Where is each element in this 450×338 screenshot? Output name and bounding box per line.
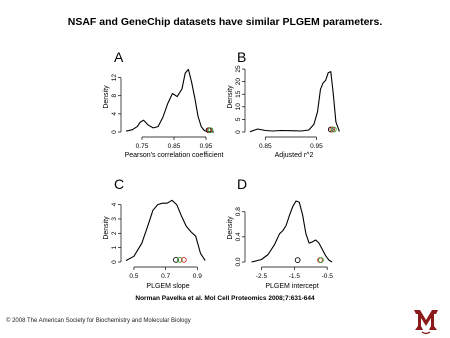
panel-d-x-tick-label: -1.5 [288, 273, 300, 280]
panel-c-y-tick-label: 2 [111, 231, 118, 236]
panel-b-x-tick-label: 0.85 [259, 143, 272, 150]
panel-d-x-tick-label: -2.5 [255, 273, 268, 280]
panel-c-y-tick-label: 1 [111, 245, 118, 250]
panel-c-letter: C [114, 176, 125, 192]
panel-d-y-tick-label: 0.0 [235, 257, 242, 267]
panel-a-x-tick-label: 0.95 [199, 143, 213, 150]
citation: Norman Pavelka et al. Mol Cell Proteomics 2008;7:631-644 [135, 295, 315, 302]
panel-c-y-tick-label: 3 [111, 217, 118, 221]
panel-d-marker [295, 258, 300, 263]
panel-b [227, 49, 339, 159]
panel-a-letter: A [114, 49, 124, 65]
panel-b-y-tick-label: 15 [235, 90, 242, 98]
journal-logo [410, 306, 442, 336]
panel-b-y-tick-label: 5 [235, 117, 242, 122]
panel-c-xlabel: PLGEM slope [146, 283, 190, 290]
panel-b-ylabel: Density [227, 85, 234, 109]
panel-a-y-tick-label: 12 [111, 73, 118, 82]
panel-a-xlabel: Pearson's correlation coefficient [124, 152, 224, 159]
panel-b-letter: B [237, 49, 247, 65]
panel-a-y-tick-label: 8 [111, 93, 118, 98]
panel-d-xlabel: PLGEM intercept [265, 283, 319, 290]
panel-c [103, 176, 205, 290]
panel-c-ylabel: Density [103, 216, 110, 240]
panel-a-density-curve [126, 69, 214, 132]
copyright-notice: © 2008 The American Society for Biochemistry and Molecular Biology [6, 318, 191, 324]
panel-a-x-tick-label: 0.75 [135, 143, 149, 150]
panel-c-x-tick-label: 0.5 [129, 273, 139, 280]
panel-c-y-tick-label: 4 [111, 202, 118, 207]
panel-d-density-curve [252, 201, 333, 262]
panel-b-xlabel: Adjusted r^2 [274, 152, 314, 159]
panel-b-x-tick-label: 0.95 [310, 143, 323, 150]
panel-a-y-tick-label: 4 [111, 112, 118, 116]
panel-c-x-tick-label: 0.7 [161, 273, 171, 280]
panel-b-y-tick-label: 0 [235, 130, 242, 134]
panel-d [227, 176, 333, 290]
panel-a-x-tick-label: 0.85 [167, 143, 181, 150]
panel-c-x-tick-label: 0.9 [192, 273, 202, 280]
panel-b-y-tick-label: 25 [235, 65, 242, 73]
panel-b-y-tick-label: 10 [235, 103, 242, 111]
panel-b-y-tick-label: 20 [235, 78, 242, 86]
panel-d-letter: D [237, 176, 248, 192]
panel-c-density-curve [126, 200, 205, 260]
panel-b-density-curve [250, 72, 339, 132]
panel-a [103, 49, 223, 159]
panel-d-y-tick-label: 0.8 [235, 207, 242, 217]
logo-flourish [422, 332, 430, 334]
logo-m-shape [414, 310, 438, 330]
panel-c-y-tick-label: 0 [111, 260, 118, 264]
panel-a-ylabel: Density [103, 85, 110, 109]
panel-d-x-tick-label: -0.5 [321, 273, 333, 280]
panel-d-y-tick-label: 0.4 [235, 232, 242, 242]
panel-d-ylabel: Density [227, 216, 234, 240]
figure-title: NSAF and GeneChip datasets have similar PLGEM parameters. [67, 16, 383, 28]
panel-a-y-tick-label: 0 [111, 130, 118, 134]
